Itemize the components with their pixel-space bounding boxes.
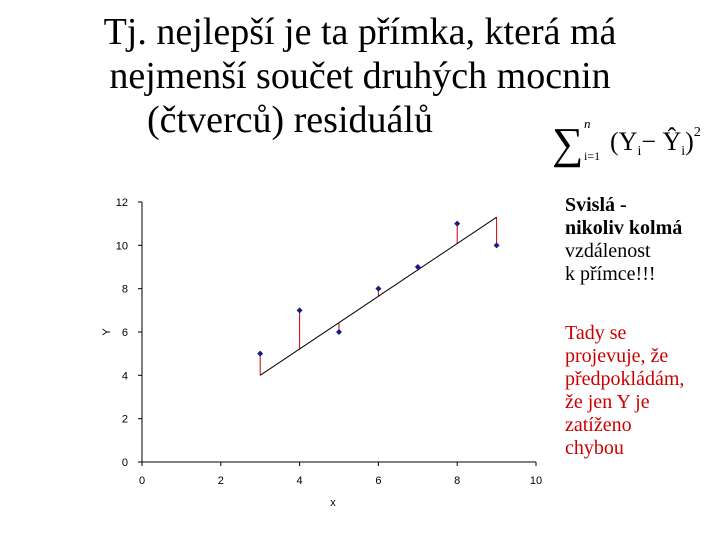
y-tick-label: 2 xyxy=(121,413,128,426)
x-tick-label: 0 xyxy=(138,475,146,487)
note1-line2: nikoliv kolmá xyxy=(565,217,683,239)
formula-sub-i: i xyxy=(637,144,642,159)
y-tick-label: 12 xyxy=(115,197,128,209)
note2-line1: Tady se xyxy=(565,322,627,344)
formula-sub-i2: i xyxy=(681,144,686,159)
data-point xyxy=(297,307,303,313)
x-tick-label: 4 xyxy=(296,475,303,487)
note-error-assumption xyxy=(565,322,715,460)
y-axis-label: Y xyxy=(101,328,113,336)
sum-of-squares-formula xyxy=(550,112,710,172)
y-tick-label: 0 xyxy=(121,457,128,469)
sum-upper-index: n xyxy=(584,116,591,131)
y-tick-label: 10 xyxy=(115,240,128,253)
x-axis-label: x xyxy=(330,497,336,509)
scatter-chart xyxy=(80,190,550,520)
title-line-3: (čtverců) residuálů xyxy=(147,99,433,141)
data-point xyxy=(415,264,421,270)
note1-line1: Svislá - xyxy=(565,194,627,216)
sum-lower-index: i=1 xyxy=(584,149,601,163)
x-tick-label: 6 xyxy=(375,475,382,487)
title-line-1: Tj. nejlepší je ta přímka, která má xyxy=(103,11,617,53)
x-tick-label: 8 xyxy=(454,475,461,487)
formula-power: 2 xyxy=(693,125,701,140)
x-tick-label: 2 xyxy=(217,475,224,487)
data-point xyxy=(454,221,460,227)
data-point xyxy=(257,351,263,357)
note2-line6: chybou xyxy=(565,437,624,459)
data-point xyxy=(336,329,342,335)
data-point xyxy=(375,286,381,292)
chart-fit-line xyxy=(260,217,496,375)
formula-open: (Y xyxy=(610,127,638,156)
y-tick-label: 4 xyxy=(121,370,128,383)
formula-body xyxy=(610,125,701,159)
data-point xyxy=(494,242,500,248)
x-tick-label: 10 xyxy=(529,475,543,487)
note2-line5: zatíženo xyxy=(565,414,632,436)
regression-line xyxy=(260,217,496,375)
note2-line3: předpokládám, xyxy=(565,368,685,390)
sum-symbol: ∑ xyxy=(552,119,584,168)
y-tick-label: 6 xyxy=(121,327,128,339)
y-tick-label: 8 xyxy=(121,283,128,296)
chart-ticks xyxy=(116,197,542,487)
formula-close: ) xyxy=(685,127,694,156)
note-vertical-distance xyxy=(565,194,682,286)
note1-line4: k přímce!!! xyxy=(565,263,656,285)
note1-line3: vzdálenost xyxy=(565,240,651,262)
title-line-2: nejmenší součet druhých mocnin xyxy=(109,55,611,97)
note2-line4: že jen Y je xyxy=(565,391,650,413)
chart-points xyxy=(257,221,499,357)
formula-minus-yhat: − Ŷ xyxy=(641,127,682,156)
note2-line2: projevuje, že xyxy=(565,345,669,367)
